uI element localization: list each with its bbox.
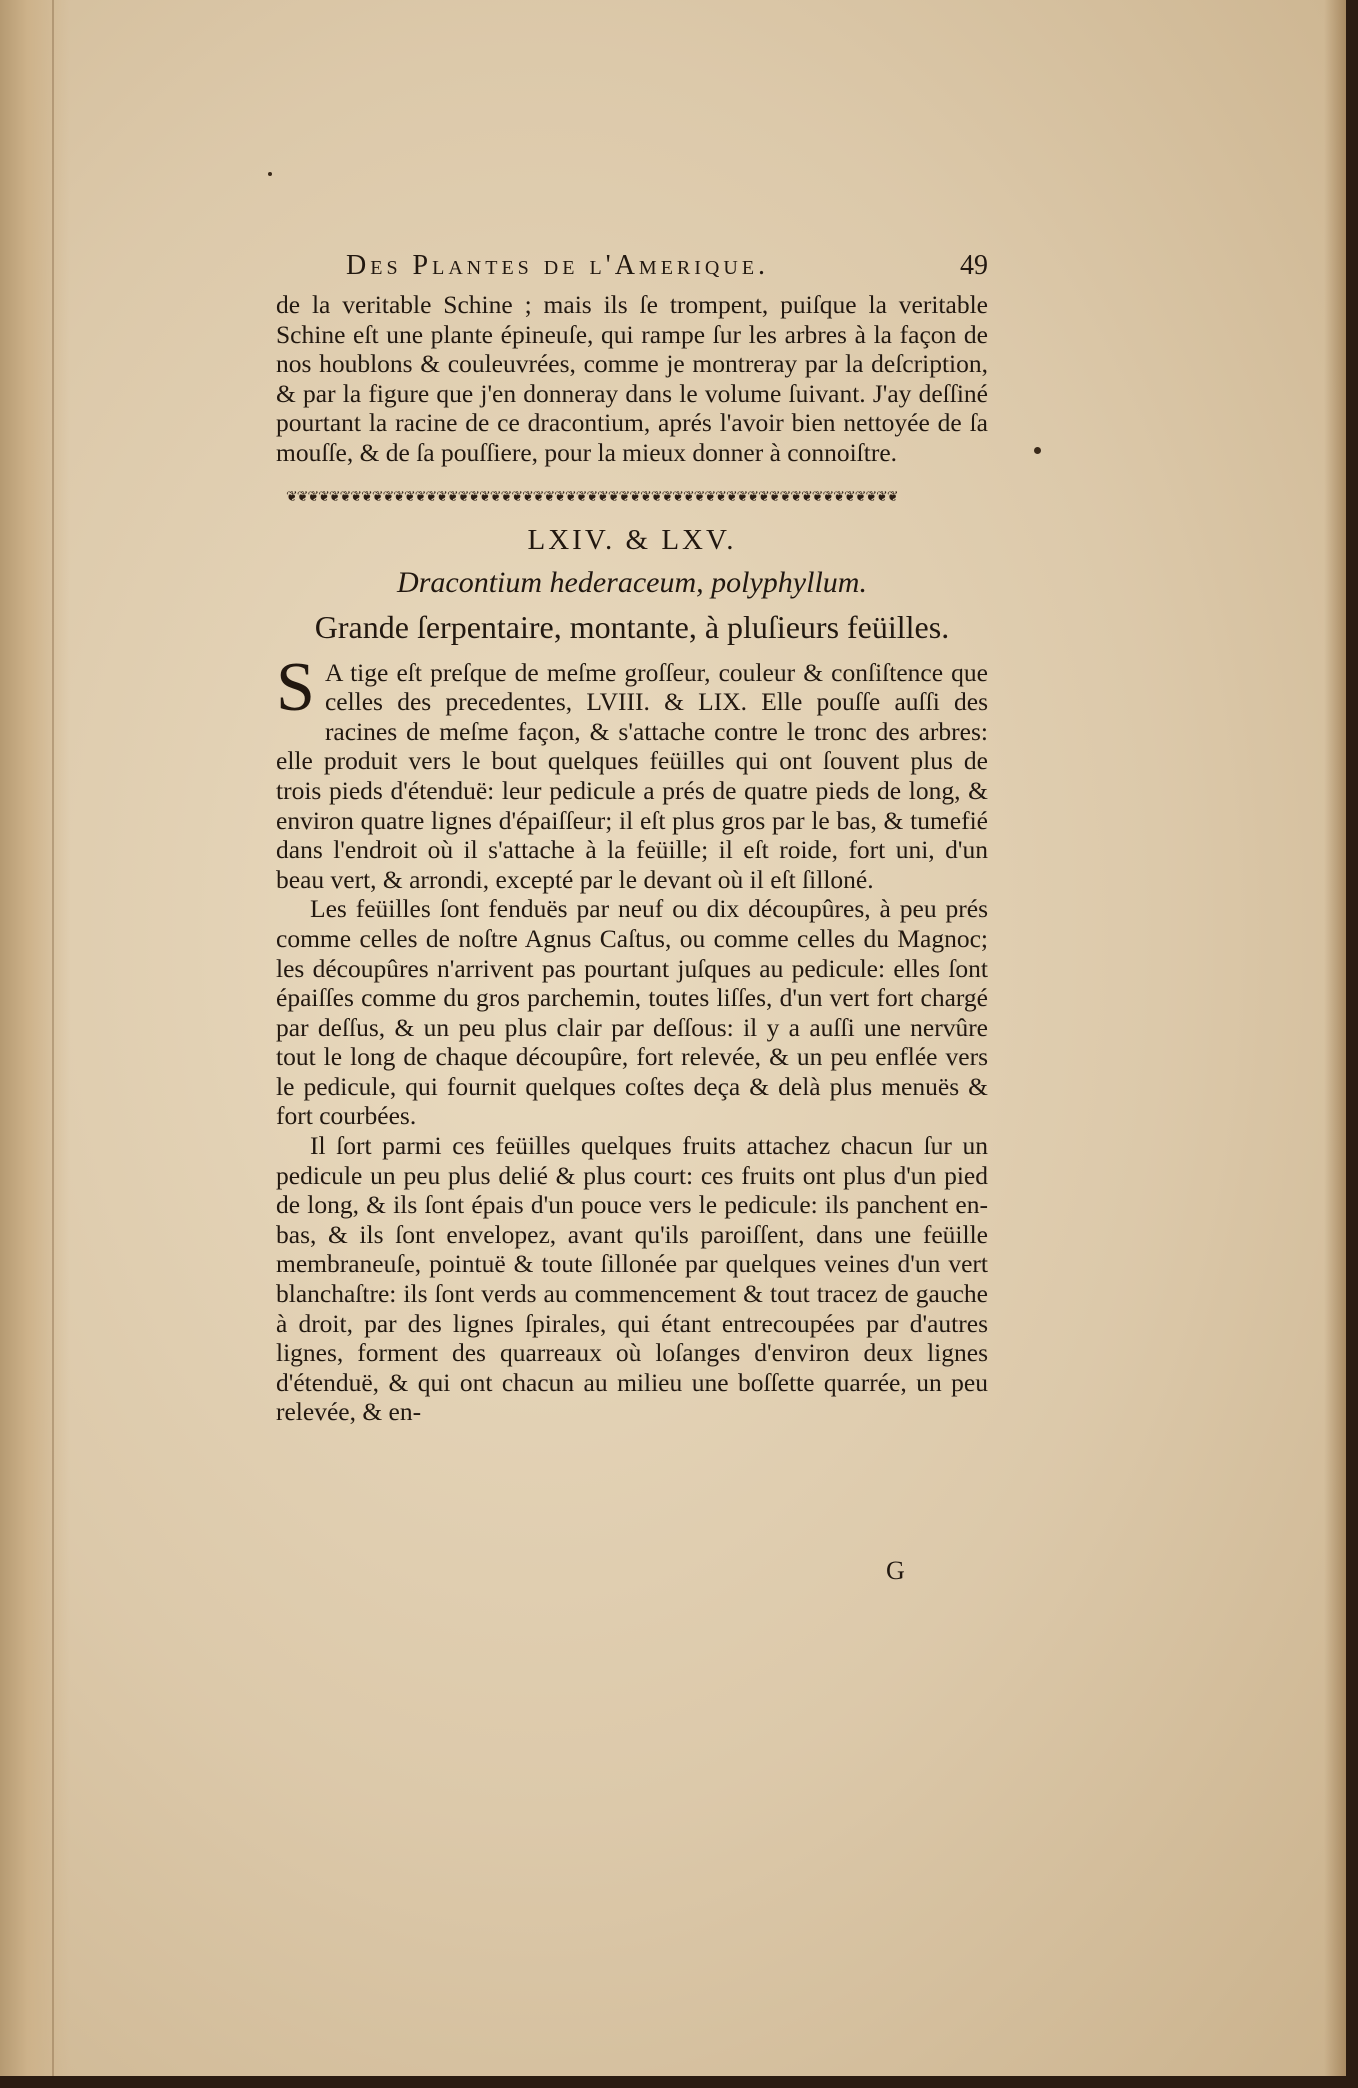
speck-mark	[1034, 447, 1041, 454]
paragraph-1-text: A tige eſt preſque de meſme groſſeur, couleur & conſiſtence que celles des precedentes, LVIII. & LIX. Elle pouſſe auſſi des racines de meſme façon, & s'attache contre le tronc des arbres: elle produit vers le bout quelques feüilles qui ont ſouvent plus de trois pieds d'étenduë: leur pedicule a prés de quatre pieds de long, & environ quatre lignes d'épaiſſeur; il eſt plus gros par le bas, & tumefié dans l'endroit où il s'attache à la feüille; il eſt roide, fort uni, d'un beau vert, & arrondi, excepté par le devant où il eſt ſilloné.	[276, 657, 988, 894]
page-number: 49	[960, 250, 988, 281]
page-gutter-shadow	[0, 0, 70, 2076]
text-block	[276, 250, 988, 1427]
latin-plant-name: Dracontium hederaceum, polyphyllum.	[397, 565, 867, 599]
speck-mark	[268, 172, 272, 176]
paragraph-3: Il ſort parmi ces feüilles quelques fruits attachez chacun ſur un pedicule un peu plus delié & plus court: ces fruits ont plus d'un pied de long, & ils ſont épais d'un pouce vers le pedicule: ils panchent en-bas, & ils ſont envelopez, avant qu'ils paroiſſent, dans une feüille membraneuſe, pointuë & toute ſillonée par quelques veines d'un vert blanchaſtre: ils ſont verds au commencement & tout tracez de gauche à droit, par des lignes ſpirales, qui étant entrecoupées par d'autres lignes, forment des quarreaux où loſanges d'environ deux lignes d'étenduë, & qui ont chacun au milieu une boſſette quarrée, un peu relevée, & en-	[276, 1131, 988, 1427]
paragraph-2: Les feüilles ſont fenduës par neuf ou dix découpûres, à peu prés comme celles de noſtre Agnus Caſtus, ou comme celles du Magnoc; les découpûres n'arrivent pas pourtant juſques au pedicule: elles ſont épaiſſes comme du gros parchemin, toutes liſſes, d'un vert fort chargé par deſſus, & un peu plus clair par deſſous: il y a auſſi une nervûre tout le long de chaque découpûre, fort relevée, & un peu enflée vers le pedicule, qui fournit quelques coſtes deça & delà plus menuës & fort courbées.	[276, 894, 988, 1131]
signature-mark: G	[886, 1556, 905, 1585]
drop-cap: S	[276, 648, 315, 726]
section-number: LXIV. & LXV.	[527, 523, 737, 556]
page-fold-line	[52, 0, 54, 2076]
running-head	[276, 250, 988, 290]
paragraph-1	[276, 648, 988, 895]
continued-paragraph: de la veritable Schine ; mais ils ſe trompent, puiſque la veritable Schine eſt une plante épineuſe, qui rampe ſur les arbres à la façon de nos houblons & couleuvrées, comme je montreray par la deſcription, & par la figure que j'en donneray dans le volume ſuivant. J'ay deſſiné pourtant la racine de ce dracontium, aprés l'avoir bien nettoyée de ſa mouſſe, & de ſa pouſſiere, pour la mieux donner à connoiſtre.	[276, 290, 988, 467]
running-title: Des Plantes de l'Amerique.	[346, 250, 770, 281]
ornamental-divider: ❦❦❦❦❦❦❦❦❦❦❦❦❦❦❦❦❦❦❦❦❦❦❦❦❦❦❦❦❦❦❦❦❦❦❦❦❦❦❦❦❦❦❦❦❦❦❦❦❦❦❦❦❦❦❦❦❦	[286, 489, 898, 505]
french-plant-name: Grande ſerpentaire, montante, à pluſieurs feüilles.	[314, 608, 950, 645]
page-edge-shadow	[1324, 0, 1346, 2076]
